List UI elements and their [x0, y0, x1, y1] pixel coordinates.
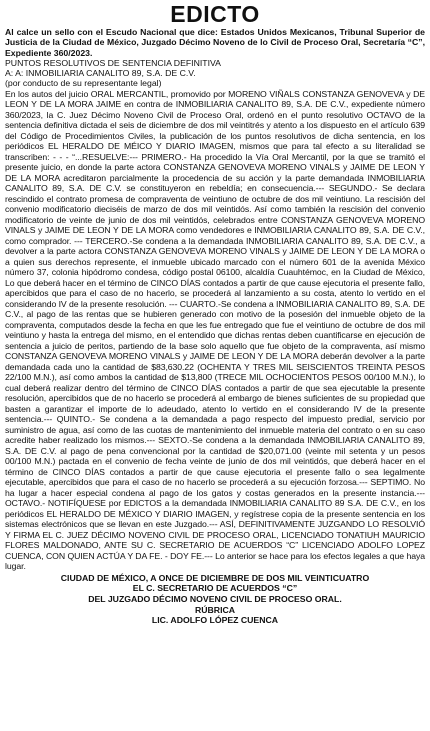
section-subheading: PUNTOS RESOLUTIVOS DE SENTENCIA DEFINITIVA: [5, 57, 221, 68]
court-seal-header: Al calce un sello con el Escudo Nacional que dice: Estados Unidos Mexicanos, Tribunal Superior de Justicia de la Ciudad de México, Juzgado Décimo Noveno de lo Civil de Proceso Oral, Secretaría “C”, Expediente 360/2023.: [5, 27, 425, 58]
addressee: A: A: INMOBILIARIA CANALITO 89, S.A. DE C.V.: [5, 68, 196, 79]
edict-title: EDICTO: [170, 1, 260, 27]
signature-court: DEL JUZGADO DÉCIMO NOVENO CIVIL DE PROCESO ORAL.: [88, 593, 342, 604]
signature-place-date: CIUDAD DE MÉXICO, A ONCE DE DICIEMBRE DE DOS MIL VEINTICUATRO: [60, 572, 370, 583]
resolution-body: En los autos del juicio ORAL MERCANTIL, promovido por MORENO VIÑALS CONSTANZA GENOVEVA y DE LEON Y DE LA MORA JAIME en contra de INMOBILIARIA CANALITO 89, S.A. DE C.V., expediente número 360/2023, la C. Juez Décimo Noveno Civil de Proceso Oral, ordenó en el punto resolutivo OCTAVO de la sentencia definitiva dictada el seis de diciembre de dos mil veintitrés y atento a los dispuesto en el artículo 639 del Código de Procedimientos Civiles, la publicación de los puntos resolutivos de dicha sentencia, en los periódicos EL HERALDO DE MÉICO Y DIARIO IMAGEN, mismos que para tal efecto a su literalidad se transcriben: - - - “...RESUELVE:--- PRIMERO.- Ha procedido la Vía Oral Mercantil, por la que se tramitó el presente juicio, en donde la parte actora CONSTANZA GENOVEVA MORENO VINALS y JAIME DE LEON Y DE LA MORA acreditaron parcialmente la procedencia de su acción y la parte demandada INMOBILIARIA CANALITO 89, S.A. DE C.V. se constituyeron en rebeldía; en consecuencia.--- SEGUNDO.- Se declara rescindido el contrato promesa de compraventa de veintiuno de octubre de dos mil veintiuno. La rescisión del convenio modificatorio dieciséis de marzo de dos mil veintidós. Así como también la rescisión del convenio modificatorio de veinte de junio de dos mil veintidós, celebrados entre CONSTANZA GENOVEVA MORENO VINALS y JAIME DE LEON Y DE LA MORA como vendedores e INMOBILIARIA CANALITO 89, S.A. DE C.V., como comprador. --- TERCERO.-Se condena a la demandada INMOBILIARIA CANALITO 89, S.A. DE C.V., a devolver a la parte actora CONSTANZA GENOVEVA MORENO VINALS y JAIME DE LEON Y DE LA MORA o a quien sus derechos represente, el inmueble ubicado marcado con el número 601 de la avenida México número 37, colonia hipódromo condesa, código postal 06100, alcaldía Cuauhtémoc, en la Ciudad de México, Lo que deberá hacer en el término de CINCO DÍAS contados a partir de que cause ejecutoria el presente fallo, apercibidos que para el caso de no hacerlo, se procederá al lanzamiento a su costa, atento lo vertido en el considerando IV de la presente resolución. --- CUARTO.-Se condena a INMOBILIARIA CANALITO 89, S.A. DE C.V., al pago de las rentas que se hubieren generado con motivo de la posesión del inmueble objeto de la compraventa, computados desde la fecha en que les fue entregado que fue el veintiuno de octubre de dos mil veintiuno y hasta la entrega del mismo, en el entendido que dichas rentas deben cuantificarse en ejecución de sentencia a juicio de peritos, partiendo de la base solo aquello que fue objeto de la compraventa, así mismo CONSTANZA GENOVEVA MORENO VINALS y JAIME DE LEON Y DE LA MORA deberán devolver a la parte demandada cada uno la cantidad de $83,630.22 (OCHENTA Y TRES MIL SEISCIENTOS TREINTA PESOS 22/100 M.N.), así como ambos la cantidad de $13,800 (TRECE MIL OCHOCIENTOS PESOS 00/100 M.N.), lo cual deberá realizar dentro del término de CINCO DÍAS contados a partir de que sea ejecutable la presente resolución, apercibidos que de no hacerlo se procederá al embargo de bienes suficientes de su propiedad que basten a garantizar el importe de lo adeudado, atento lo vertido en el considerando IV de la presente sentencia.--- QUINTO.- Se condena a la demandada a pago respecto del impuesto predial, servicio por suministro de agua, así como de las cuotas de mantenimiento del inmueble materia del contrato o en su caso acredite haber realizado los mismos.--- SEXTO.-Se condena a la demandada INMOBILIARIA CANALITO 89, S.A. DE C.V. al pago de pena convencional por la cantidad de $20,071.00 (veinte mil setenta y un pesos 00/100 M.N.) pactada en el convenio de fecha veinte de junio de dos mil veintidós, que deberá hacer en el término de CINCO DÍAS contados a partir de que cause ejecutoria el presente fallo o sea legalmente ejecutable, apercibidos que para el caso de no hacerlo se procederá a su ejecución forzosa.--- SEPTIMO. No ha lugar a hacer especial condena al pago de los gatos y costas generados en la presente instancia.--- OCTAVO.- NOTIFÍQUESE por EDICTOS a la demandada INMOBILIARIA CANALITO 89 S.A. DE C.V., en los periódicos EL HERALDO DE MÉXICO Y DIARIO IMAGEN, y regístrese copia de la presente sentencia en los sistemas electrónicos que se llevan en este Juzgado.--- ASÍ, DEFINITIVAMENTE JUZGANDO LO RESOLVIÓ Y FIRMA EL C. JUEZ DÉCIMO NOVENO CIVIL DE PROCESO ORAL, LICENCIADO TONATIUH MAURICIO FLORES MALDONADO, ANTE SU C. SECRETARIO DE ACUERDOS “C” LICENCIADO ADOLFO LOPEZ CUENCA, CON QUIEN ACTÚA Y DA FE. - DOY FE.--- Lo anterior se hace para los efectos legales a que haya lugar.: [5, 88, 425, 572]
signature-role: EL C. SECRETARIO DE ACUERDOS “C”: [132, 583, 298, 594]
addressee-note: (por conducto de su representante legal): [5, 78, 162, 89]
signature-block: [5, 573, 425, 626]
signature-name: LIC. ADOLFO LÓPEZ CUENCA: [151, 615, 279, 626]
signature-rubrica: RÚBRICA: [194, 604, 236, 615]
